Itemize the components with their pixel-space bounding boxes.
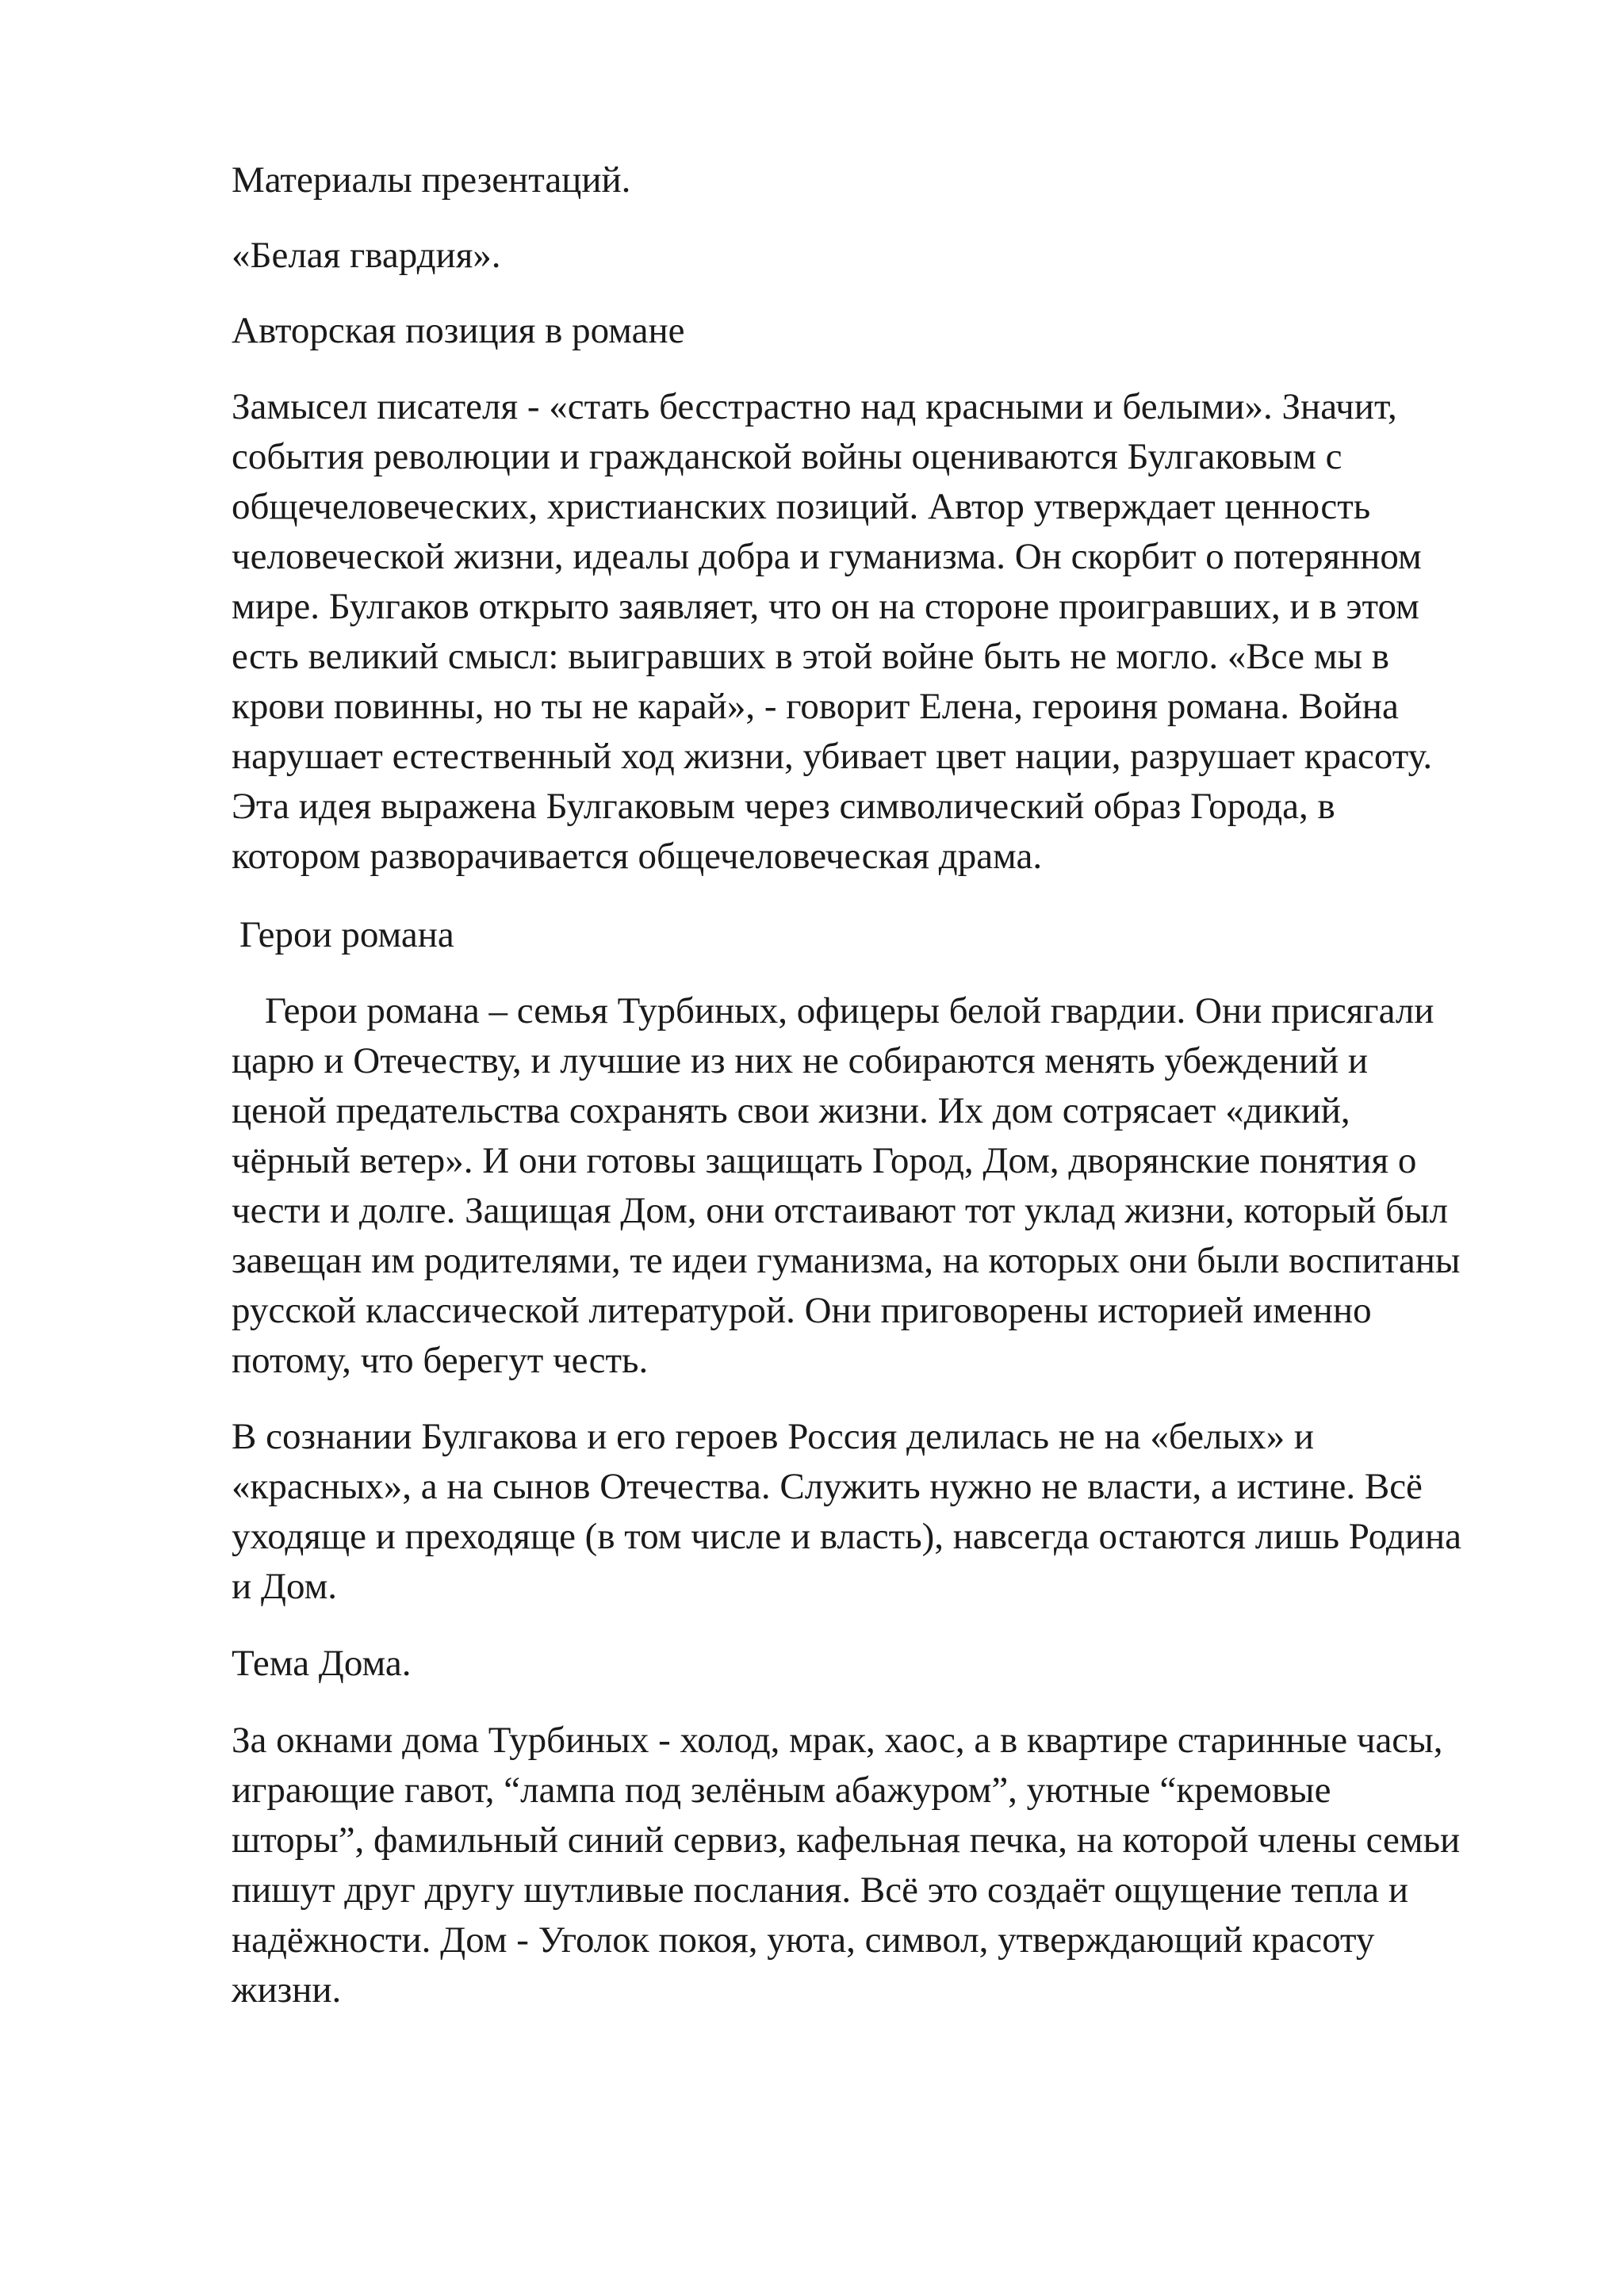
text-line: играющие гавот, “лампа под зелёным абажуром”, уютные “кремовые xyxy=(232,1770,1331,1811)
text-line: события революции и гражданской войны оцениваются Булгаковым с xyxy=(232,436,1342,477)
text-line: Замысел писателя - «стать бесстрастно над красными и белыми». Значит, xyxy=(232,386,1397,427)
author-position-paragraph xyxy=(232,382,1516,882)
text-line: общечеловеческих, христианских позиций. Автор утверждает ценность xyxy=(232,486,1371,527)
heroes-heading: Герои романа xyxy=(239,914,454,955)
text-line: крови повинны, но ты не карай», - говорит Елена, героиня романа. Война xyxy=(232,686,1399,727)
text-line: есть великий смысл: выигравших в этой войне быть не могло. «Все мы в xyxy=(232,636,1389,677)
text-line: царю и Отечеству, и лучшие из них не собираются менять убеждений и xyxy=(232,1040,1368,1081)
text-line: мире. Булгаков открыто заявляет, что он на стороне проигравших, и в этом xyxy=(232,586,1419,627)
document-subtitle: «Белая гвардия». xyxy=(232,235,501,276)
text-line: нарушает естественный ход жизни, убивает цвет нации, разрушает красоту. xyxy=(232,736,1433,777)
home-theme-heading: Тема Дома. xyxy=(232,1643,412,1684)
home-theme-paragraph xyxy=(232,1716,1516,2015)
russia-paragraph xyxy=(232,1412,1516,1612)
text-line: завещан им родителями, те идеи гуманизма, на которых они были воспитаны xyxy=(232,1240,1461,1281)
text-line: шторы”, фамильный синий сервиз, кафельная печка, на которой члены семьи xyxy=(232,1820,1461,1861)
text-line: и Дом. xyxy=(232,1566,338,1607)
text-line: человеческой жизни, идеалы добра и гуманизма. Он скорбит о потерянном xyxy=(232,536,1422,577)
text-line: чёрный ветер». И они готовы защищать Город, Дом, дворянские понятия о xyxy=(232,1140,1417,1181)
document-body xyxy=(232,155,1516,2015)
text-line: уходяще и преходяще (в том числе и власть), навсегда остаются лишь Родина xyxy=(232,1516,1461,1557)
text-line: Эта идея выражена Булгаковым через символический образ Города, в xyxy=(232,786,1335,827)
text-line: ценой предательства сохранять свои жизни. Их дом сотрясает «дикий, xyxy=(232,1090,1350,1131)
author-position-heading: Авторская позиция в романе xyxy=(232,310,685,351)
text-line: надёжности. Дом - Уголок покоя, уюта, символ, утверждающий красоту xyxy=(232,1919,1375,1961)
text-line: «красных», а на сынов Отечества. Служить нужно не власти, а истине. Всё xyxy=(232,1466,1423,1507)
text-line: русской классической литературой. Они приговорены историей именно xyxy=(232,1290,1372,1331)
text-line: Герои романа – семья Турбиных, офицеры белой гвардии. Они присягали xyxy=(265,990,1434,1031)
text-line: котором разворачивается общечеловеческая драма. xyxy=(232,836,1043,877)
text-line: пишут друг другу шутливые послания. Всё это создаёт ощущение тепла и xyxy=(232,1869,1408,1911)
text-line: жизни. xyxy=(232,1969,342,2011)
text-line: чести и долге. Защищая Дом, они отстаивают тот уклад жизни, который был xyxy=(232,1190,1449,1231)
text-line: В сознании Булгакова и его героев Россия делилась не на «белых» и xyxy=(232,1416,1314,1457)
text-line: За окнами дома Турбиных - холод, мрак, хаос, а в квартире старинные часы, xyxy=(232,1720,1443,1761)
text-line: потому, что берегут честь. xyxy=(232,1340,649,1381)
heroes-paragraph xyxy=(232,986,1516,1386)
document-title: Материалы презентаций. xyxy=(232,159,631,201)
